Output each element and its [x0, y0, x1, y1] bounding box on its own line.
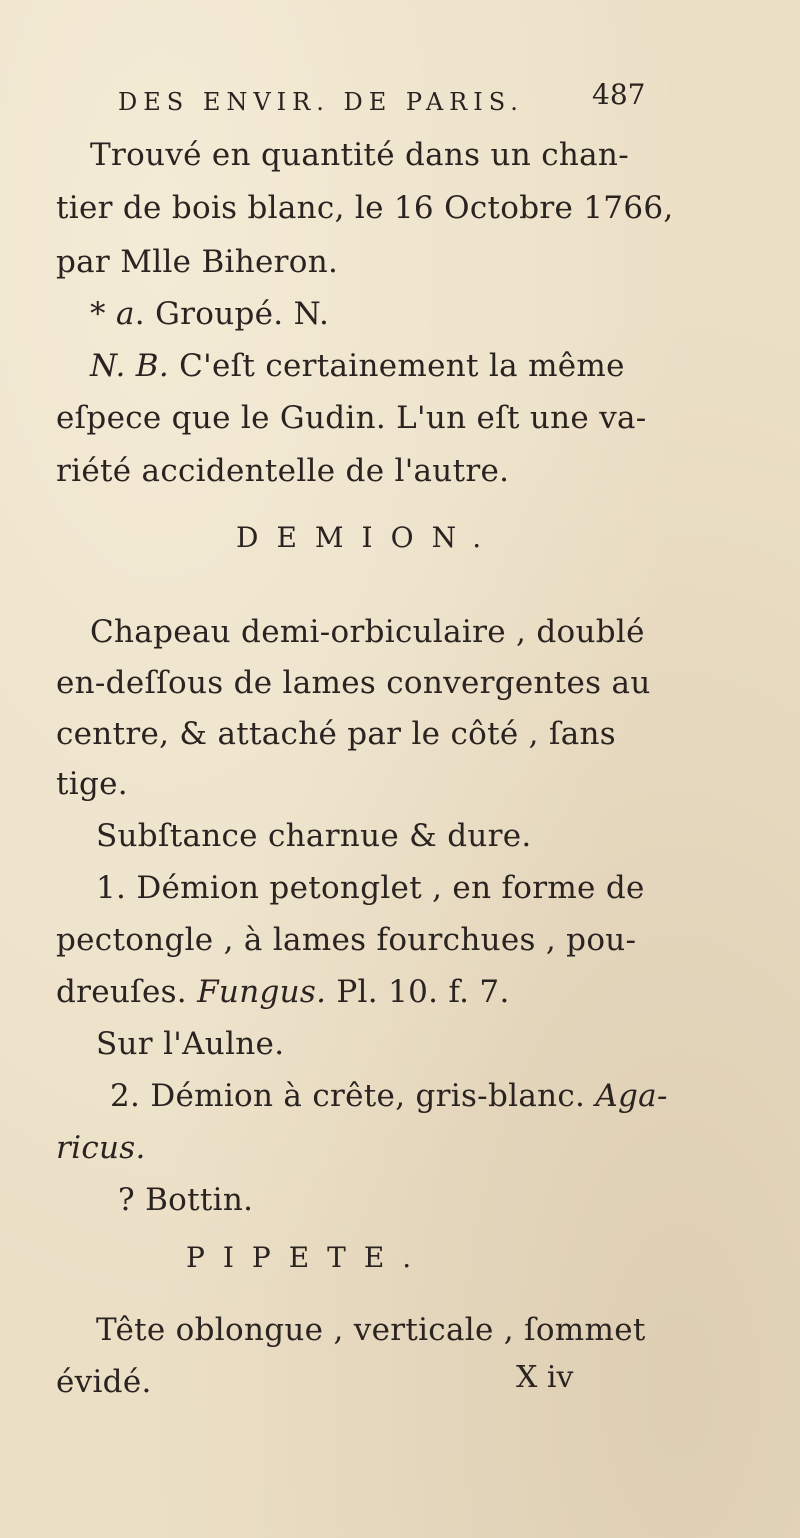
latin-name: Aga-	[595, 1078, 668, 1114]
section-heading-demion: DEMION.	[236, 521, 500, 554]
page-number: 487	[592, 78, 646, 111]
text-line: Tête oblongue , verticale , ſommet	[96, 1312, 646, 1348]
nota-bene-line	[90, 346, 625, 386]
text-line: ? Bottin.	[118, 1182, 254, 1218]
text-line	[56, 1128, 146, 1168]
asterisk: *	[90, 296, 116, 332]
section-heading-pipete: PIPETE.	[186, 1241, 430, 1274]
text-line: Trouvé en quantité dans un chan-	[90, 137, 629, 173]
running-title: DES ENVIR. DE PARIS.	[118, 88, 524, 116]
text-line: Sur l'Aulne.	[96, 1026, 285, 1062]
text-line: riété accidentelle de l'autre.	[56, 453, 510, 489]
text-line: Chapeau demi-orbiculaire , doublé	[90, 614, 645, 650]
latin-name: ricus.	[56, 1130, 146, 1166]
text-line: centre, & attaché par le côté , ſans	[56, 716, 616, 752]
text-line: évidé.	[56, 1364, 152, 1400]
list-item: 1. Démion petonglet , en forme de	[96, 870, 645, 906]
latin-name: Fungus.	[197, 974, 327, 1010]
text-run: dreuſes.	[56, 974, 198, 1010]
text-line: en-deſſous de lames convergentes au	[56, 665, 651, 701]
list-item	[110, 1076, 668, 1116]
text-line: pectongle , à lames fourchues , pou-	[56, 922, 637, 958]
plate-reference: Pl. 10. f. 7.	[326, 974, 510, 1010]
text-line: par Mlle Biheron.	[56, 244, 339, 280]
text-line: tige.	[56, 766, 128, 802]
text-line: eſpece que le Gudin. L'un eſt une va-	[56, 400, 647, 436]
text-line: Subſtance charnue & dure.	[96, 818, 532, 854]
text-line: tier de bois blanc, le 16 Octobre 1766,	[56, 190, 674, 226]
text-run: 2. Démion à crête, gris-blanc.	[110, 1078, 596, 1114]
signature-mark: X iv	[516, 1360, 574, 1395]
variety-line	[90, 294, 329, 334]
nota-bene-label: N. B.	[90, 348, 169, 384]
text-line	[56, 972, 510, 1012]
nota-bene-text: C'eſt certainement la même	[169, 348, 625, 384]
variety-letter: a	[115, 296, 135, 332]
variety-text: . Groupé. N.	[134, 296, 330, 332]
